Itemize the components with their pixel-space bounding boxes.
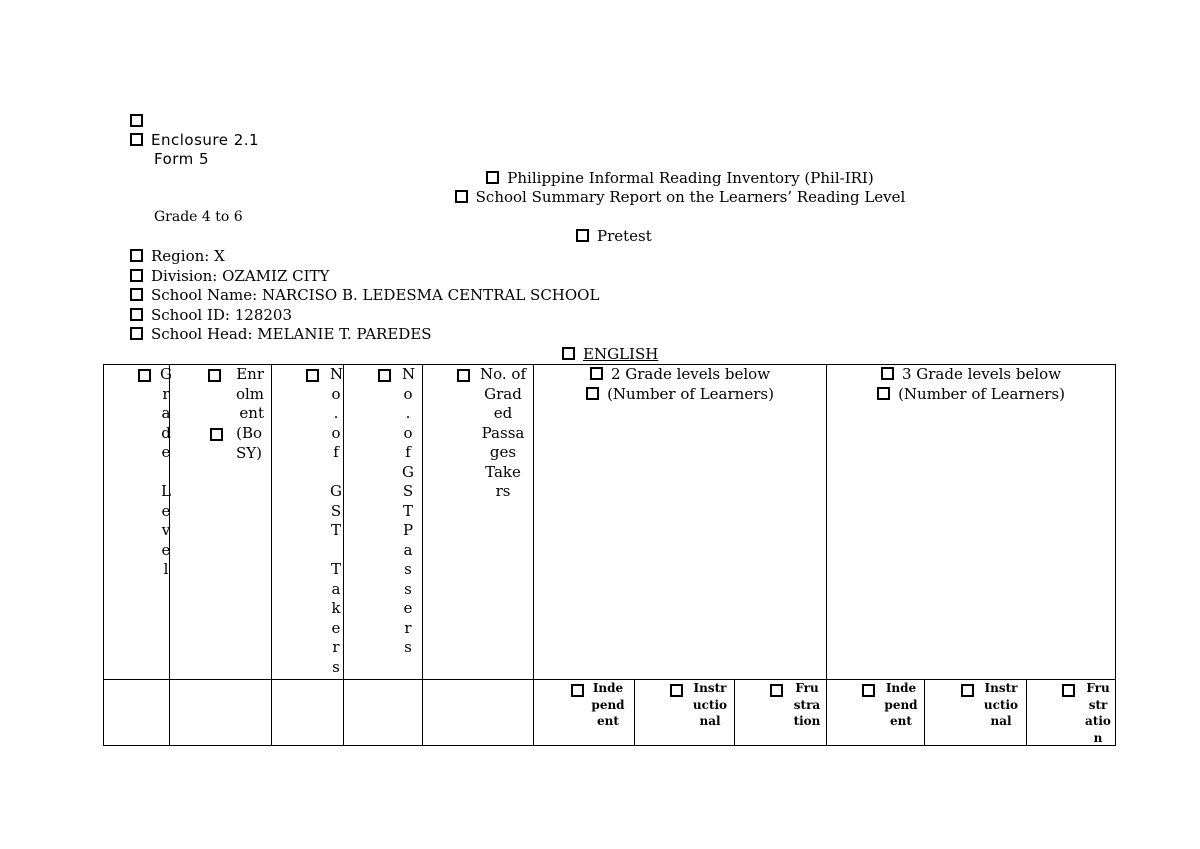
header-2-grade-levels-below: 2 Grade levels below (Number of Learners) (534, 365, 826, 404)
checkbox-icon (961, 684, 974, 697)
checkbox-icon (130, 269, 143, 282)
test-type: Pretest (576, 227, 652, 246)
col-divider (422, 364, 423, 746)
school-id-line: School ID: 128203 (130, 306, 292, 325)
col-divider (533, 364, 534, 746)
subject-heading: ENGLISH (562, 345, 658, 364)
header-enrolment-bosy: (Bo SY) (235, 424, 262, 462)
table-border-left (103, 364, 104, 746)
division-line: Division: OZAMIZ CITY (130, 267, 329, 286)
col-divider (634, 679, 635, 746)
header-gst-takers: N o . o f G S T T a k e r s (330, 365, 344, 676)
checkbox-icon (457, 369, 470, 382)
header-enrolment: Enr olm ent (235, 365, 264, 422)
checkbox-icon (562, 347, 575, 360)
empty-bullet-line (130, 112, 151, 131)
checkbox-icon (138, 369, 151, 382)
checkbox-icon (571, 684, 584, 697)
col-divider (1026, 679, 1027, 746)
subheader-frustration-2: Fru stra tion (793, 681, 821, 728)
table-border-right (1115, 364, 1116, 746)
checkbox-icon (208, 369, 221, 382)
col-divider (271, 364, 272, 746)
col-divider (924, 679, 925, 746)
checkbox-icon (130, 114, 143, 127)
checkbox-icon (210, 428, 223, 441)
subheader-frustration-3: Fru str atio n (1085, 681, 1111, 745)
region-line: Region: X (130, 247, 225, 266)
col-divider (343, 364, 344, 746)
subheader-instructional-2: Instr uctio nal (692, 681, 728, 728)
checkbox-icon (130, 133, 143, 146)
checkbox-icon (590, 367, 603, 380)
header-graded-passages-takers: No. of Grad ed Passa ges Take rs (479, 365, 526, 500)
checkbox-icon (130, 308, 143, 321)
table-border-bottom (103, 745, 1116, 746)
checkbox-icon (455, 190, 468, 203)
checkbox-icon (130, 327, 143, 340)
school-head-line: School Head: MELANIE T. PAREDES (130, 325, 432, 344)
checkbox-icon (306, 369, 319, 382)
checkbox-icon (1062, 684, 1075, 697)
report-title: Philippine Informal Reading Inventory (Phil-IRI) (330, 169, 1030, 188)
enclosure-label: Enclosure 2.1 (130, 131, 259, 150)
checkbox-icon (770, 684, 783, 697)
report-subtitle: School Summary Report on the Learners’ Reading Level (330, 188, 1030, 207)
subheader-independent-3: Inde pend ent (884, 681, 918, 728)
header-3-grade-levels-below: 3 Grade levels below (Number of Learners) (827, 365, 1115, 404)
checkbox-icon (877, 387, 890, 400)
checkbox-icon (486, 171, 499, 184)
checkbox-icon (862, 684, 875, 697)
checkbox-icon (130, 249, 143, 262)
school-name-line: School Name: NARCISO B. LEDESMA CENTRAL SCHOOL (130, 286, 599, 305)
checkbox-icon (670, 684, 683, 697)
checkbox-icon (130, 288, 143, 301)
grade-range: Grade 4 to 6 (154, 209, 243, 225)
header-gst-passers: N o . o f G S T P a s s e r s (402, 365, 416, 656)
col-divider (734, 679, 735, 746)
subheader-independent-2: Inde pend ent (591, 681, 625, 728)
form-label: Form 5 (154, 150, 210, 168)
subheader-instructional-3: Instr uctio nal (983, 681, 1019, 728)
header-grade-level: G r a d e L e v e l (160, 365, 172, 578)
checkbox-icon (576, 229, 589, 242)
checkbox-icon (378, 369, 391, 382)
checkbox-icon (881, 367, 894, 380)
checkbox-icon (586, 387, 599, 400)
col-divider (826, 364, 827, 746)
